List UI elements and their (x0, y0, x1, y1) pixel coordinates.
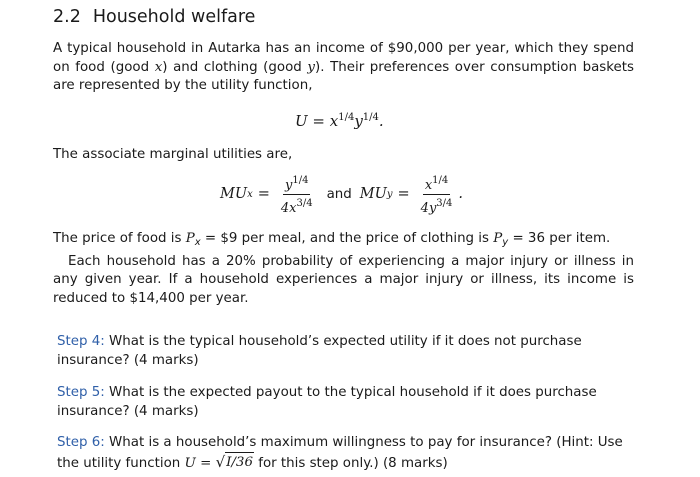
probability-text: Each household has a 20% probability of experiencing a major injury or illness in any given year. If a household experiences a major injury or illness, its income is reduced to $14,400 per year. (53, 253, 634, 306)
step-4-text: What is the typical household’s expected utility if it does not purchase insurance? (4 marks) (57, 334, 582, 368)
muy-label: MU (359, 186, 387, 202)
marginal-intro: The associate marginal utilities are, (53, 147, 293, 162)
equals-sign: = (397, 186, 410, 202)
prices-text-b: = $9 per meal, and the price of clothing is (200, 231, 494, 246)
section-heading (53, 7, 255, 27)
sqrt-utility-lhs: U = (184, 456, 216, 471)
mux-denominator: 4x (280, 200, 297, 216)
muy-fraction (419, 172, 455, 217)
muy-den-exp: 3/4 (436, 197, 453, 209)
utility-exp-x: 1/4 (338, 112, 355, 123)
radicand: I/36 (225, 452, 254, 472)
muy-denominator: 4y (420, 200, 437, 216)
intro-paragraph (53, 40, 634, 96)
prices-paragraph (53, 230, 634, 308)
radical-sign: √ (215, 453, 226, 471)
prices-text-a: The price of food is (53, 231, 186, 246)
step-6-label: Step 6: (57, 435, 105, 450)
mu-end: . (458, 186, 463, 202)
intro-text-a: A typical household in Autarka has an income of $90,000 per year, which they spend on food (good (53, 41, 634, 75)
step-6-text: What is a household’s maximum willingness to pay for insurance? (Hint: Use the utility function (57, 435, 623, 471)
utility-exp-y: 1/4 (362, 112, 379, 123)
muy-numerator: x (424, 177, 433, 193)
utility-lhs: U = x (295, 112, 339, 130)
step-5-text: What is the expected payout to the typical household if it does purchase insurance? (4 marks) (57, 385, 597, 419)
utility-equation (295, 112, 384, 130)
mux-subscript: x (247, 188, 253, 200)
mux-num-exp: 1/4 (292, 174, 309, 186)
mux-den-exp: 3/4 (296, 197, 313, 209)
mux-fraction (279, 172, 315, 217)
utility-y: y (354, 112, 363, 130)
step-4-label: Step 4: (57, 334, 105, 349)
step-4-question (57, 332, 637, 370)
price-x-sub: x (194, 237, 201, 248)
intro-text-c: ). Their preferences over consumption baskets are represented by the utility function, (53, 59, 634, 93)
prices-text-c: = 36 per item. (508, 231, 611, 246)
muy-subscript: y (386, 188, 393, 200)
utility-end: . (378, 112, 384, 130)
var-x: x (154, 59, 163, 75)
price-x-symbol: P (185, 231, 195, 246)
step-5-question (57, 383, 637, 421)
mux-label: MU (220, 186, 248, 202)
price-y-symbol: P (493, 231, 503, 246)
muy-num-exp: 1/4 (432, 174, 449, 186)
step-6-question (57, 433, 637, 473)
intro-text-b: ) and clothing (good (162, 59, 308, 75)
equals-sign: = (257, 186, 270, 202)
marginal-utility-equations (220, 172, 463, 216)
section-number: 2.2 (53, 7, 81, 27)
step-6-tail: for this step only.) (8 marks) (253, 456, 448, 471)
var-y: y (307, 59, 315, 75)
and-word: and (326, 186, 352, 202)
sqrt-expression (216, 452, 254, 472)
section-title: Household welfare (92, 7, 256, 27)
step-5-label: Step 5: (57, 385, 105, 400)
price-y-sub: y (502, 237, 509, 248)
mux-numerator: y (285, 177, 293, 193)
